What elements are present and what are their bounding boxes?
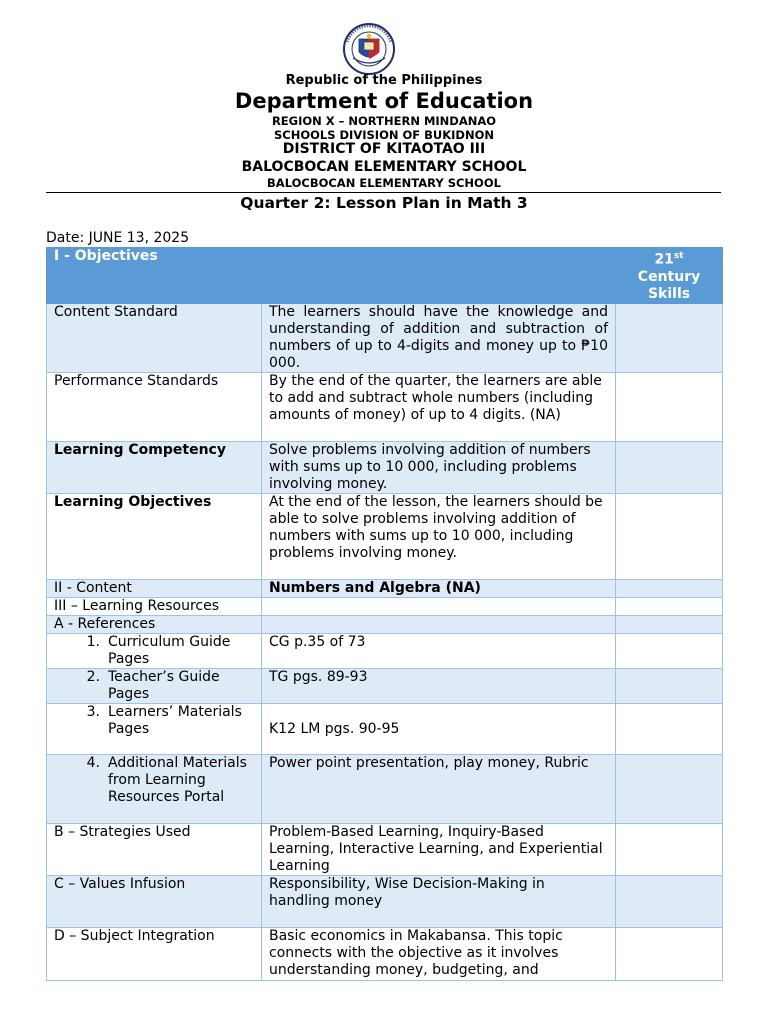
row-label: II - Content [47,579,262,597]
row-value: Numbers and Algebra (NA) [262,579,616,597]
skills-cell [616,823,723,875]
lesson-plan-table [46,247,723,981]
table-header-row [47,248,723,304]
row-value: CG p.35 of 73 [262,633,616,668]
row-label: Content Standard [47,303,262,372]
row-label: 3. Learners’ Materials Pages [47,703,262,754]
table-row [47,823,723,875]
table-row [47,703,723,754]
skills-cell [616,668,723,703]
objectives-header: I - Objectives [47,248,616,304]
row-value: The learners should have the knowledge and understanding of addition and subtraction of numbers of up to 4-digits and money up to ₱10 000. [262,303,616,372]
row-label: A - References [47,615,262,633]
row-value: Problem-Based Learning, Inquiry-Based Learning, Interactive Learning, and Experiential Learning [262,823,616,875]
skills-cell [616,754,723,823]
row-value: By the end of the quarter, the learners are able to add and subtract whole numbers (including amounts of money) of up to 4 digits. (NA) [262,372,616,441]
header-divider [46,192,721,193]
table-row [47,875,723,927]
row-value: Solve problems involving addition of numbers with sums up to 10 000, including problems involving money. [262,441,616,493]
department-title: Department of Education [234,89,534,113]
table-row [47,579,723,597]
row-value: K12 LM pgs. 90-95 [262,703,616,754]
skills-cell [616,441,723,493]
lesson-plan-title: Quarter 2: Lesson Plan in Math 3 [240,194,528,212]
skills-cell [616,372,723,441]
table-row [47,303,723,372]
table-row [47,633,723,668]
deped-seal-logo [333,22,405,76]
row-label: 2. Teacher’s Guide Pages [47,668,262,703]
skills-cell [616,597,723,615]
lesson-date: Date: JUNE 13, 2025 [46,230,190,246]
skills-cell [616,615,723,633]
century-skills-header: 21st Century Skills [616,248,723,304]
school-name: BALOCBOCAN ELEMENTARY SCHOOL [241,159,527,175]
skills-cell [616,579,723,597]
row-label: Learning Objectives [47,493,262,579]
row-label: 4. Additional Materials from Learning Resources Portal [47,754,262,823]
row-label: C – Values Infusion [47,875,262,927]
table-row [47,668,723,703]
division-line: SCHOOLS DIVISION OF BUKIDNON [274,128,494,142]
row-value: Responsibility, Wise Decision-Making in handling money [262,875,616,927]
skills-cell [616,493,723,579]
row-label: D – Subject Integration [47,927,262,980]
table-row [47,441,723,493]
skills-cell [616,875,723,927]
table-row [47,615,723,633]
school-name-sub: BALOCBOCAN ELEMENTARY SCHOOL [267,176,501,190]
row-label: Learning Competency [47,441,262,493]
row-value [262,615,616,633]
row-label: 1. Curriculum Guide Pages [47,633,262,668]
row-value: Basic economics in Makabansa. This topic connects with the objective as it involves understanding money, budgeting, and [262,927,616,980]
republic-line: Republic of the Philippines [285,73,483,88]
row-value [262,597,616,615]
table-row [47,597,723,615]
row-value: TG pgs. 89-93 [262,668,616,703]
skills-cell [616,303,723,372]
skills-cell [616,703,723,754]
table-row [47,754,723,823]
skills-cell [616,927,723,980]
district-line: DISTRICT OF KITAOTAO III [282,141,486,157]
row-value: At the end of the lesson, the learners should be able to solve problems involving addition of numbers with sums up to 10 000, including problems involving money. [262,493,616,579]
skills-cell [616,633,723,668]
table-row [47,372,723,441]
table-row [47,927,723,980]
region-line: REGION X – NORTHERN MINDANAO [271,114,497,128]
row-label: Performance Standards [47,372,262,441]
row-label: B – Strategies Used [47,823,262,875]
table-row [47,493,723,579]
row-value: Power point presentation, play money, Rubric [262,754,616,823]
row-label: III – Learning Resources [47,597,262,615]
